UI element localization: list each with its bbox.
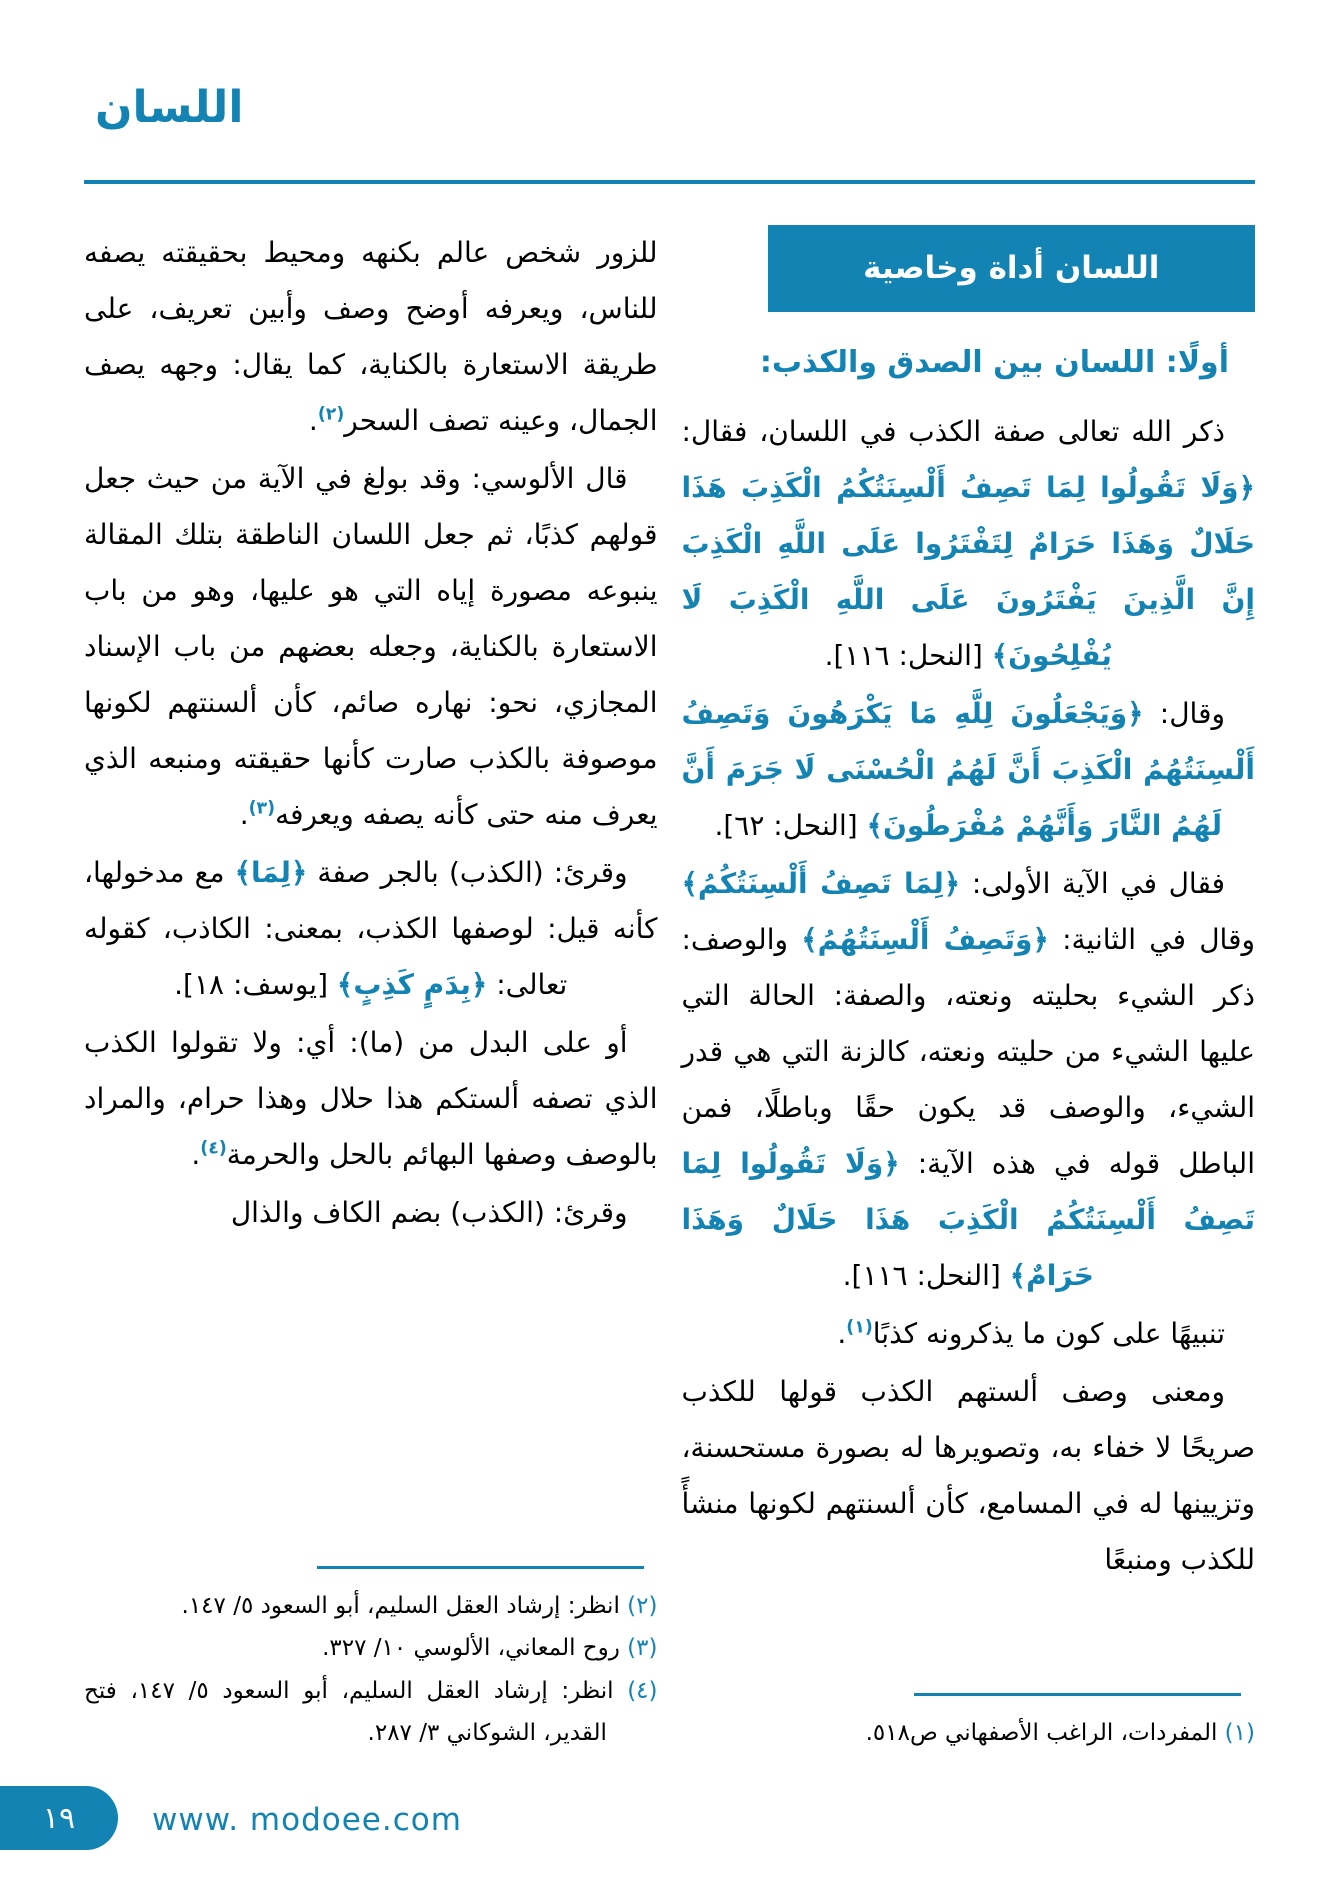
footnote xyxy=(84,1585,658,1628)
footnote-text: انظر: إرشاد العقل السليم، أبو السعود ٥/ ١٤٧. xyxy=(181,1592,620,1619)
footnote-area xyxy=(84,1556,658,1755)
verse-reference: [النحل: ١١٦]. xyxy=(824,639,992,673)
paragraph xyxy=(682,404,1256,684)
website-url: www. modoee.com xyxy=(152,1802,462,1838)
footnote-text: روح المعاني، الألوسي ١٠/ ٣٢٧. xyxy=(322,1635,620,1662)
footnote xyxy=(682,1712,1256,1755)
paragraph xyxy=(682,856,1256,1304)
body-text: ومعنى وصف ألستهم الكذب قولها للكذب صريحًا لا خفاء به، وتصويرها له بصورة مستحسنة، وتزيينها له في المسامع، كأن ألسنتهم لكونها منشأً للكذب ومنبعًا xyxy=(681,1375,1255,1577)
footnote-number: (٣) xyxy=(627,1635,658,1662)
paragraph xyxy=(84,1015,658,1183)
footnote-marker: (٤) xyxy=(200,1138,227,1159)
body-text: ذكر الله تعالى صفة الكذب في اللسان، فقال: xyxy=(681,415,1225,449)
quran-verse: ﴿وَتَصِفُ أَلْسِنَتُهُمُ﴾ xyxy=(801,923,1049,957)
body-text: . xyxy=(239,798,249,831)
body-text: للزور شخص عالم بكنهه ومحيط بحقيقته يصفه للناس، ويعرفه أوضح وصف وأبين تعريف، على طريقة الاستعارة بالكناية، كما يقال: وجهه يصف الجمال، وعينه تصف السحر xyxy=(84,236,658,437)
quran-verse: ﴿لِمَا تَصِفُ أَلْسِنَتُكُمُ﴾ xyxy=(681,867,961,901)
paragraph xyxy=(682,686,1256,854)
body-text: وقال: xyxy=(1143,697,1225,731)
body-text: . xyxy=(191,1138,201,1171)
page-number-badge xyxy=(0,1786,118,1850)
paragraph xyxy=(84,1185,658,1241)
quran-verse: ﴿لِمَا﴾ xyxy=(234,856,308,889)
footnote-area xyxy=(682,1683,1256,1755)
footnote-marker: (٢) xyxy=(317,404,345,425)
footnote-separator xyxy=(317,1566,644,1569)
footnote xyxy=(84,1627,658,1670)
quran-verse: ﴿وَلَا تَقُولُوا لِمَا تَصِفُ أَلْسِنَتُكُمُ الْكَذِبَ هَذَا حَلَالٌ وَهَذَا حَرَامٌ﴾ xyxy=(681,1147,1255,1293)
body-text: وقرئ: (الكذب) بالجر صفة xyxy=(307,856,628,889)
quran-verse: ﴿وَلَا تَقُولُوا لِمَا تَصِفُ أَلْسِنَتُكُمُ الْكَذِبَ هَذَا حَلَالٌ وَهَذَا حَرَامٌ لِتَفْتَرُوا عَلَى اللَّهِ الْكَذِبَ إِنَّ الَّذِينَ يَفْتَرُونَ عَلَى اللَّهِ الْكَذِبَ لَا يُفْلِحُونَ﴾ xyxy=(681,471,1255,673)
verse-reference: [النحل: ١١٦]. xyxy=(842,1259,1010,1293)
quran-verse: ﴿وَيَجْعَلُونَ لِلَّهِ مَا يَكْرَهُونَ وَتَصِفُ أَلْسِنَتُهُمُ الْكَذِبَ أَنَّ لَهُمُ الْحُسْنَى لَا جَرَمَ أَنَّ لَهُمُ النَّارَ وَأَنَّهُمْ مُفْرَطُونَ﴾ xyxy=(681,697,1255,843)
footnote-number: (١) xyxy=(1224,1720,1255,1747)
paragraph xyxy=(84,845,658,1013)
footnote-number: (٤) xyxy=(627,1677,658,1704)
body-text: مع مدخولها، كأنه قيل: لوصفها الكذب، بمعنى: الكاذب، كقوله تعالى: xyxy=(84,856,658,1001)
footnote-marker: (١) xyxy=(846,1318,873,1339)
footnote-text: المفردات، الراغب الأصفهاني ص٥١٨. xyxy=(865,1720,1218,1747)
header-rule xyxy=(84,180,1255,184)
paragraph xyxy=(682,1364,1256,1588)
page-number: ١٩ xyxy=(42,1800,76,1836)
subsection-heading: أولًا: اللسان بين الصدق والكذب: xyxy=(759,345,1229,381)
footnote-number: (٢) xyxy=(627,1592,658,1619)
footnote-separator xyxy=(914,1693,1241,1696)
body-text: فقال في الآية الأولى: xyxy=(960,867,1225,901)
content-columns xyxy=(84,225,1255,1755)
column-right xyxy=(682,225,1256,1755)
verse-reference: [يوسف: ١٨]. xyxy=(174,968,337,1001)
paragraph xyxy=(84,451,658,843)
body-text: . xyxy=(308,404,318,437)
body-text: تنبيهًا على كون ما يذكرونه كذبًا xyxy=(872,1317,1225,1351)
body-text: . xyxy=(837,1317,847,1351)
page-title: اللسان xyxy=(95,82,244,133)
verse-reference: [النحل: ٦٢]. xyxy=(714,809,867,843)
body-text: وقال في الثانية: xyxy=(1048,923,1255,957)
footnote-text: انظر: إرشاد العقل السليم، أبو السعود ٥/ ١٤٧، فتح القدير، الشوكاني ٣/ ٢٨٧. xyxy=(84,1677,614,1747)
body-text: والوصف: ذكر الشيء بحليته ونعته، والصفة: الحالة التي عليها الشيء من حليته ونعته، كالزنة التي هي قدر الشيء، والوصف قد يكون حقًا وباطلًا، فمن الباطل قوله في هذه الآية: xyxy=(681,923,1255,1181)
column-left xyxy=(84,225,658,1755)
section-title-box: اللسان أداة وخاصية xyxy=(768,225,1255,312)
paragraph xyxy=(682,1306,1256,1362)
quran-verse: ﴿بِدَمٍ كَذِبٍ﴾ xyxy=(336,968,488,1001)
paragraph xyxy=(84,225,658,449)
body-text: أو على البدل من (ما): أي: ولا تقولوا الكذب الذي تصفه ألستكم هذا حلال وهذا حرام، والمراد بالوصف وصفها البهائم بالحل والحرمة xyxy=(84,1026,658,1171)
body-text: قال الألوسي: وقد بولغ في الآية من حيث جعل قولهم كذبًا، ثم جعل اللسان الناطقة بتلك المقالة ينبوعه مصورة إياه التي هو عليها، وهو من باب الاستعارة بالكناية، وجعله بعضهم من باب الإسناد المجازي، نحو: نهاره صائم، كأن ألسنتهم لكونها موصوفة بالكذب صارت كأنها حقيقته ومنبعه الذي يعرف منه حتى كأنه يصفه ويعرفه xyxy=(84,462,658,831)
footnote xyxy=(84,1670,658,1755)
footnote-marker: (٣) xyxy=(248,798,276,819)
body-text: وقرئ: (الكذب) بضم الكاف والذال xyxy=(230,1196,628,1229)
